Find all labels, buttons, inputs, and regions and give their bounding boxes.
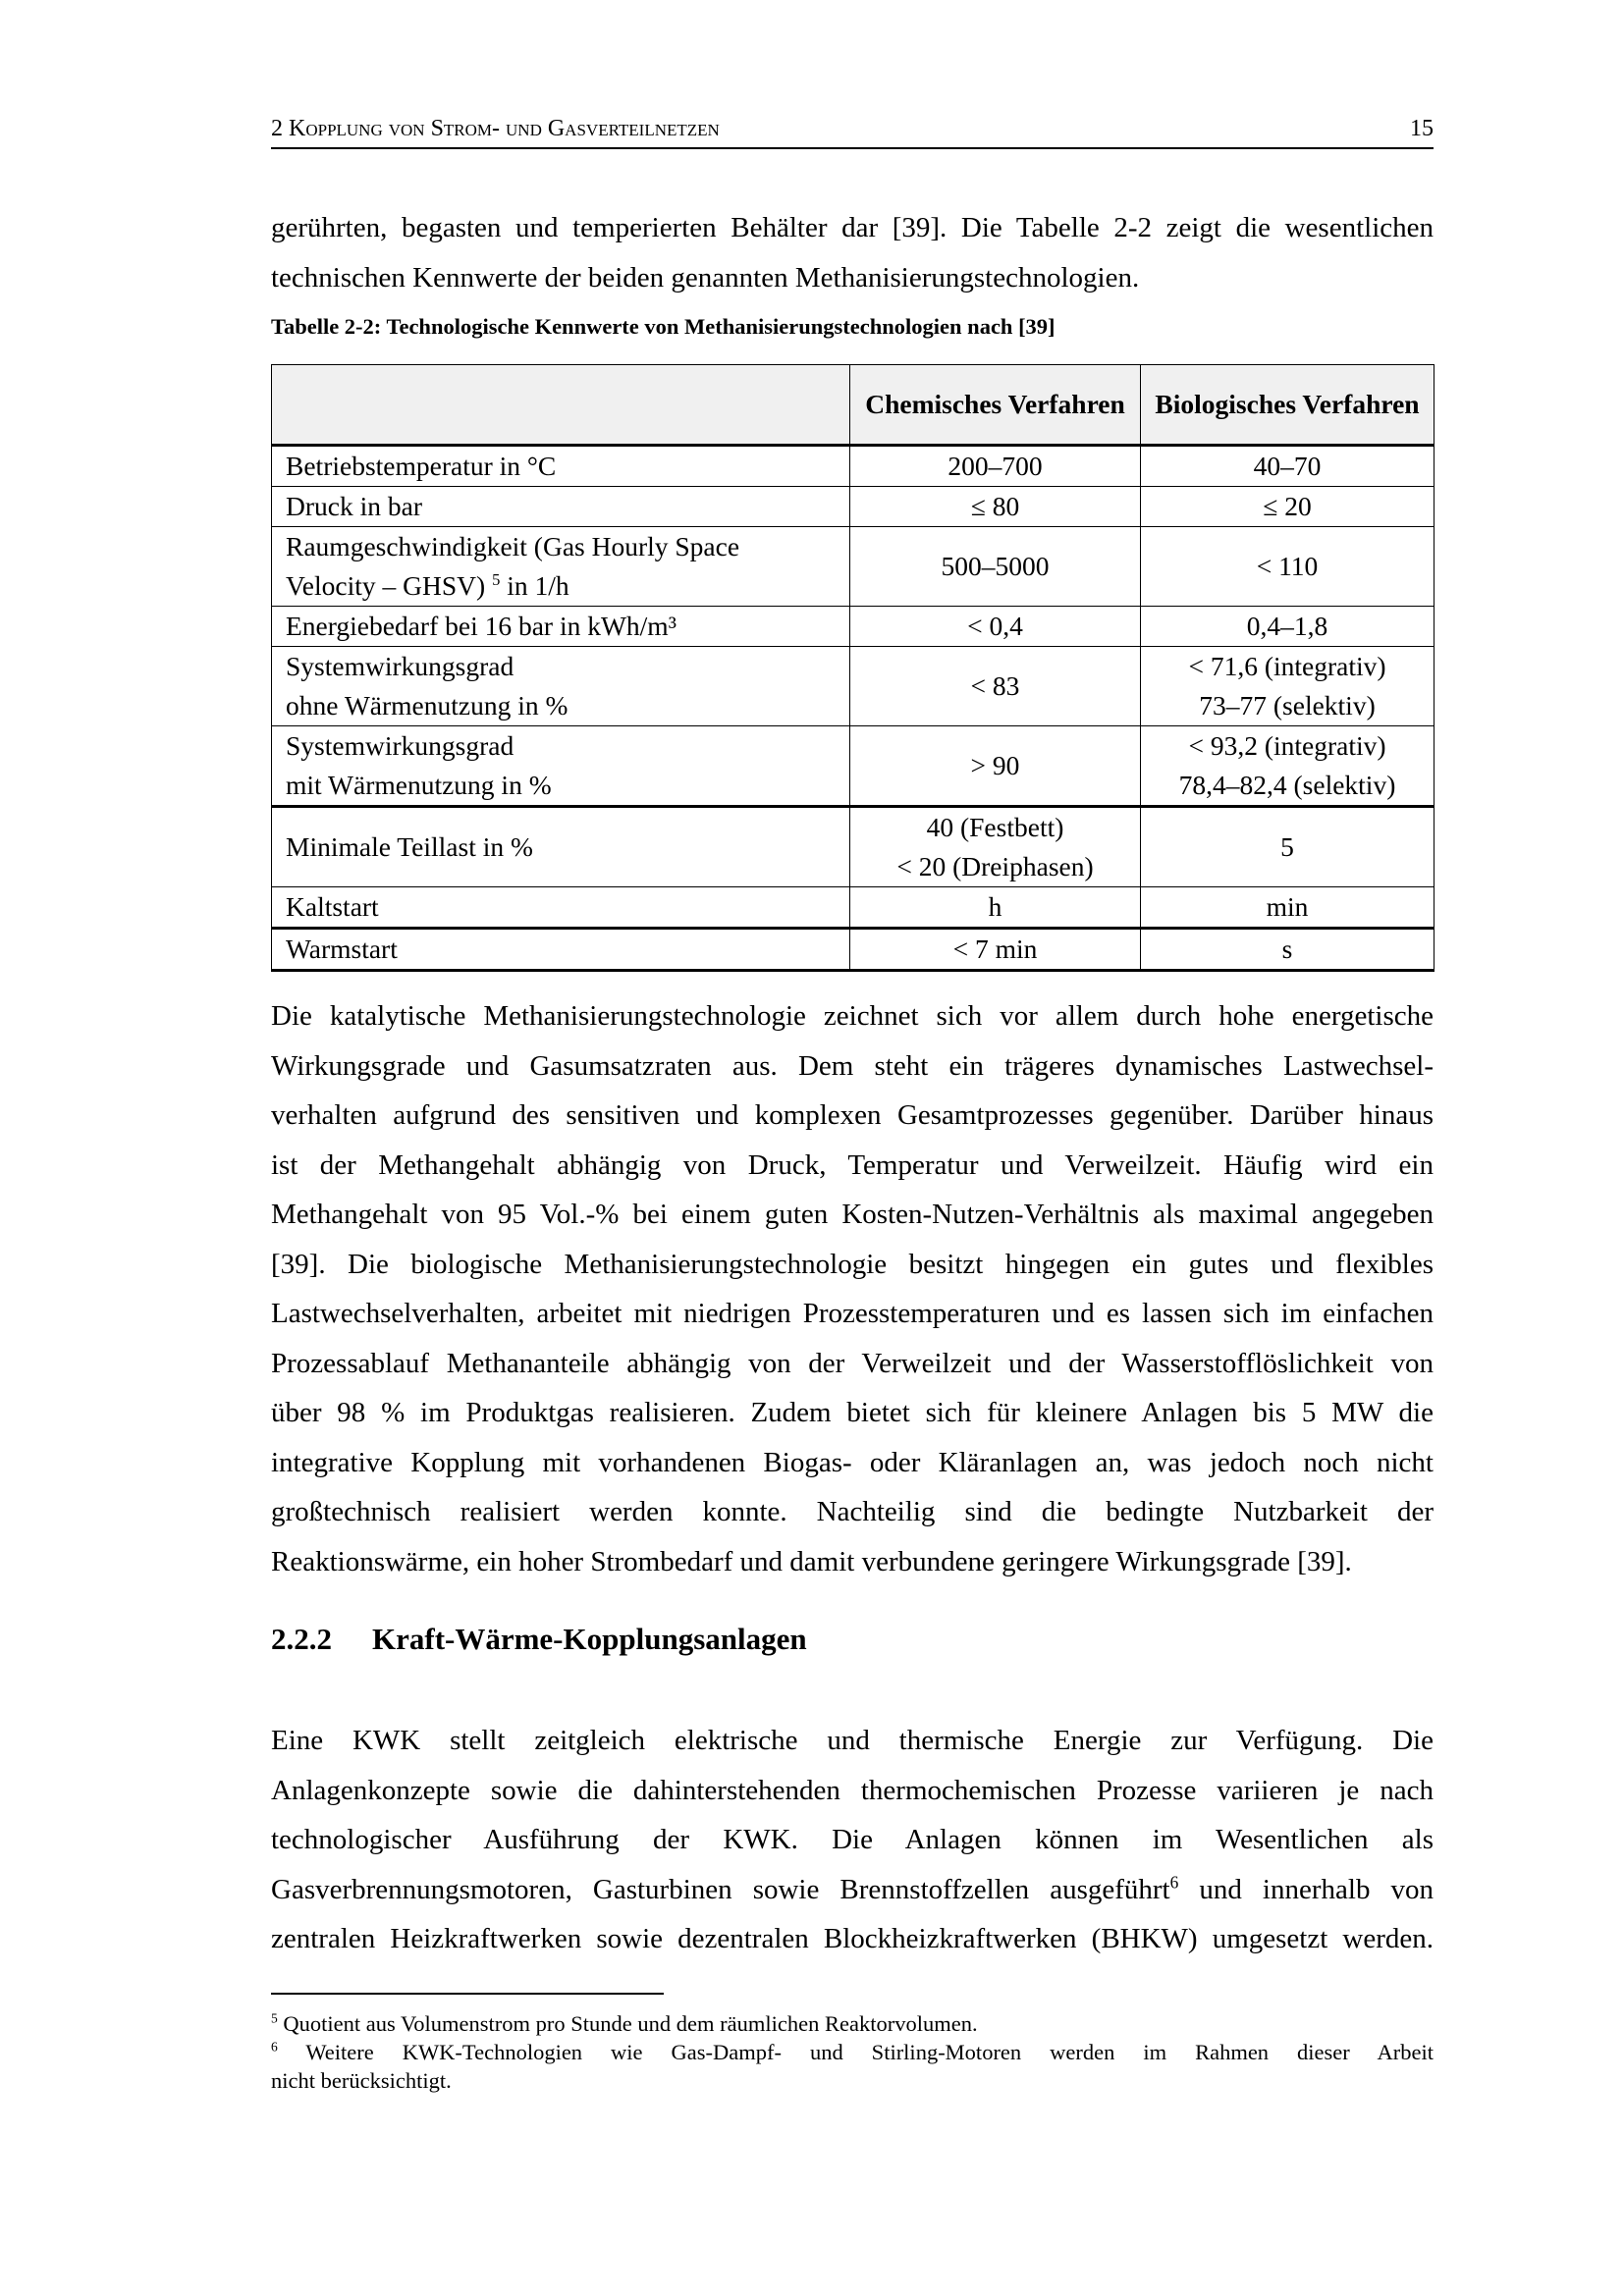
footnote-ref: 6 — [1169, 1871, 1179, 1892]
table-row — [272, 929, 1435, 971]
value-line: < 93,2 (integrativ) — [1188, 730, 1386, 761]
table-row — [272, 607, 1435, 647]
intro-paragraph — [271, 203, 1434, 302]
text-line: großtechnisch realisiert werden konnte. Nachteilig sind die bedingte Nutzbarkeit der — [271, 1496, 1434, 1527]
text-line: Wirkungsgrade und Gasumsatzraten aus. Dem steht ein trägeres dynamisches Lastwechsel- — [271, 1049, 1434, 1082]
label-text: in 1/h — [500, 570, 569, 601]
chem-value — [850, 807, 1141, 887]
discussion-paragraph — [271, 991, 1434, 1586]
text-line: Methangehalt von 95 Vol.-% bei einem guten Kosten-Nutzen-Verhältnis als maximal angegeben — [271, 1199, 1434, 1230]
label-line: ohne Wärmenutzung in % — [286, 690, 568, 721]
row-label — [272, 527, 850, 607]
label-line: mit Wärmenutzung in % — [286, 770, 552, 800]
header-text: Verfahren — [1302, 389, 1420, 419]
bio-value — [1141, 726, 1435, 807]
table-row — [272, 487, 1435, 527]
bio-value: 0,4–1,8 — [1141, 607, 1435, 647]
label-line — [286, 566, 836, 606]
value-line: < 20 (Dreiphasen) — [896, 851, 1094, 881]
header-text: Chemisches — [865, 389, 1002, 419]
table-row — [272, 446, 1435, 487]
text-line: Prozessablauf Methananteile abhängig von der Verweilzeit und der Wasserstofflöslichkeit von — [271, 1347, 1434, 1379]
methanation-parameters-table — [271, 364, 1435, 972]
page-number: 15 — [1410, 116, 1434, 141]
chem-value: < 7 min — [850, 929, 1141, 971]
chem-value: h — [850, 887, 1141, 929]
bio-value: min — [1141, 887, 1435, 929]
table-row — [272, 887, 1435, 929]
section-number: 2.2.2 — [271, 1622, 332, 1656]
label-line: Systemwirkungsgrad — [286, 651, 514, 681]
kwk-paragraph — [271, 1716, 1434, 1964]
footnote-5 — [271, 2009, 1434, 2038]
text-line: verhalten aufgrund des sensitiven und komplexen Gesamtprozesses gegenüber. Darüber hinaus — [271, 1099, 1434, 1131]
text-line: gerührten, begasten und temperierten Behälter dar [39]. Die Tabelle 2-2 zeigt die wesentlichen — [271, 212, 1434, 243]
table-caption: Tabelle 2-2: Technologische Kennwerte von Methanisierungstechnologien nach [39] — [271, 314, 1056, 339]
section-heading — [271, 1620, 807, 1659]
text-line: Anlagenkonzepte sowie die dahinterstehenden thermochemischen Prozesse variieren je nach — [271, 1774, 1434, 1806]
chem-value: 500–5000 — [850, 527, 1141, 607]
chapter-title: 2 Kopplung von Strom- und Gasverteilnetzen — [271, 116, 720, 141]
chem-value: > 90 — [850, 726, 1141, 807]
footnote-mark: 6 — [271, 2039, 278, 2055]
label-line: Systemwirkungsgrad — [286, 730, 514, 761]
footnote-line: nicht berücksichtigt. — [271, 2068, 452, 2093]
running-header — [271, 112, 1434, 149]
header-biological — [1141, 365, 1435, 446]
text-line: technologischer Ausführung der KWK. Die Anlagen können im Wesentlichen als — [271, 1824, 1434, 1855]
chem-value: < 83 — [850, 647, 1141, 726]
value-line: 73–77 (selektiv) — [1199, 690, 1376, 721]
value-line: 40 (Festbett) — [926, 812, 1064, 842]
header-text: Biologisches — [1155, 389, 1297, 419]
text-line — [271, 1865, 1434, 1915]
text-line: integrative Kopplung mit vorhandenen Biogas- oder Kläranlagen an, was jedoch noch nicht — [271, 1446, 1434, 1478]
row-label: Betriebstemperatur in °C — [272, 446, 850, 487]
row-label: Minimale Teillast in % — [272, 807, 850, 887]
footnotes — [271, 2009, 1434, 2095]
text-line: Lastwechselverhalten, arbeitet mit niedrigen Prozesstemperaturen und es lassen sich im einfachen — [271, 1298, 1434, 1329]
header-chemical — [850, 365, 1141, 446]
text-line: über 98 % im Produktgas realisieren. Zudem bietet sich für kleinere Anlagen bis 5 MW die — [271, 1397, 1434, 1428]
label-text: Velocity – GHSV) — [286, 570, 486, 601]
table-row — [272, 647, 1435, 726]
section-title: Kraft-Wärme-Kopplungsanlagen — [372, 1622, 807, 1656]
text-line: ist der Methangehalt abhängig von Druck, Temperatur und Verweilzeit. Häufig wird ein — [271, 1148, 1434, 1181]
footnote-separator — [271, 1993, 664, 1995]
bio-value: s — [1141, 929, 1435, 971]
bio-value: < 110 — [1141, 527, 1435, 607]
bio-value: 5 — [1141, 807, 1435, 887]
text-line: zentralen Heizkraftwerken sowie dezentralen Blockheizkraftwerken (BHKW) umgesetzt werden. — [271, 1923, 1434, 1954]
footnote-ref: 5 — [492, 569, 501, 589]
text-line: Reaktionswärme, ein hoher Strombedarf und damit verbundene geringere Wirkungsgrade [39]. — [271, 1545, 1352, 1577]
label-line: Raumgeschwindigkeit (Gas Hourly Space — [286, 531, 740, 561]
text-segment: Gasverbrennungsmotoren, Gasturbinen sowie Brennstoffzellen ausgeführt — [271, 1873, 1170, 1905]
text-line: technischen Kennwerte der beiden genannten Methanisierungstechnologien. — [271, 261, 1140, 294]
bio-value: 40–70 — [1141, 446, 1435, 487]
chem-value: 200–700 — [850, 446, 1141, 487]
table-row — [272, 527, 1435, 607]
row-label: Energiebedarf bei 16 bar in kWh/m³ — [272, 607, 850, 647]
text-line: [39]. Die biologische Methanisierungstechnologie besitzt hingegen ein gutes und flexibles — [271, 1248, 1434, 1280]
row-label: Kaltstart — [272, 887, 850, 929]
bio-value: ≤ 20 — [1141, 487, 1435, 527]
row-label — [272, 647, 850, 726]
footnote-text: Weitere KWK-Technologien wie Gas-Dampf- und Stirling-Motoren werden im Rahmen dieser Arbeit — [277, 2040, 1434, 2064]
text-line: Eine KWK stellt zeitgleich elektrische und thermische Energie zur Verfügung. Die — [271, 1725, 1434, 1756]
value-line: < 71,6 (integrativ) — [1188, 651, 1386, 681]
footnote-text: Quotient aus Volumenstrom pro Stunde und dem räumlichen Reaktorvolumen. — [277, 2011, 978, 2036]
table-row — [272, 807, 1435, 887]
footnote-mark: 5 — [271, 2010, 278, 2026]
table-header-row — [272, 365, 1435, 446]
text-line: Die katalytische Methanisierungstechnologie zeichnet sich vor allem durch hohe energetische — [271, 1000, 1434, 1032]
row-label: Warmstart — [272, 929, 850, 971]
value-line: 78,4–82,4 (selektiv) — [1178, 770, 1396, 800]
bio-value — [1141, 647, 1435, 726]
table-row — [272, 726, 1435, 807]
header-empty-cell — [272, 365, 850, 446]
text-segment: und innerhalb von — [1178, 1873, 1435, 1905]
header-text: Verfahren — [1007, 389, 1125, 419]
row-label — [272, 726, 850, 807]
row-label: Druck in bar — [272, 487, 850, 527]
footnote-line — [271, 2038, 1434, 2066]
chem-value: ≤ 80 — [850, 487, 1141, 527]
footnote-6 — [271, 2038, 1434, 2095]
chem-value: < 0,4 — [850, 607, 1141, 647]
